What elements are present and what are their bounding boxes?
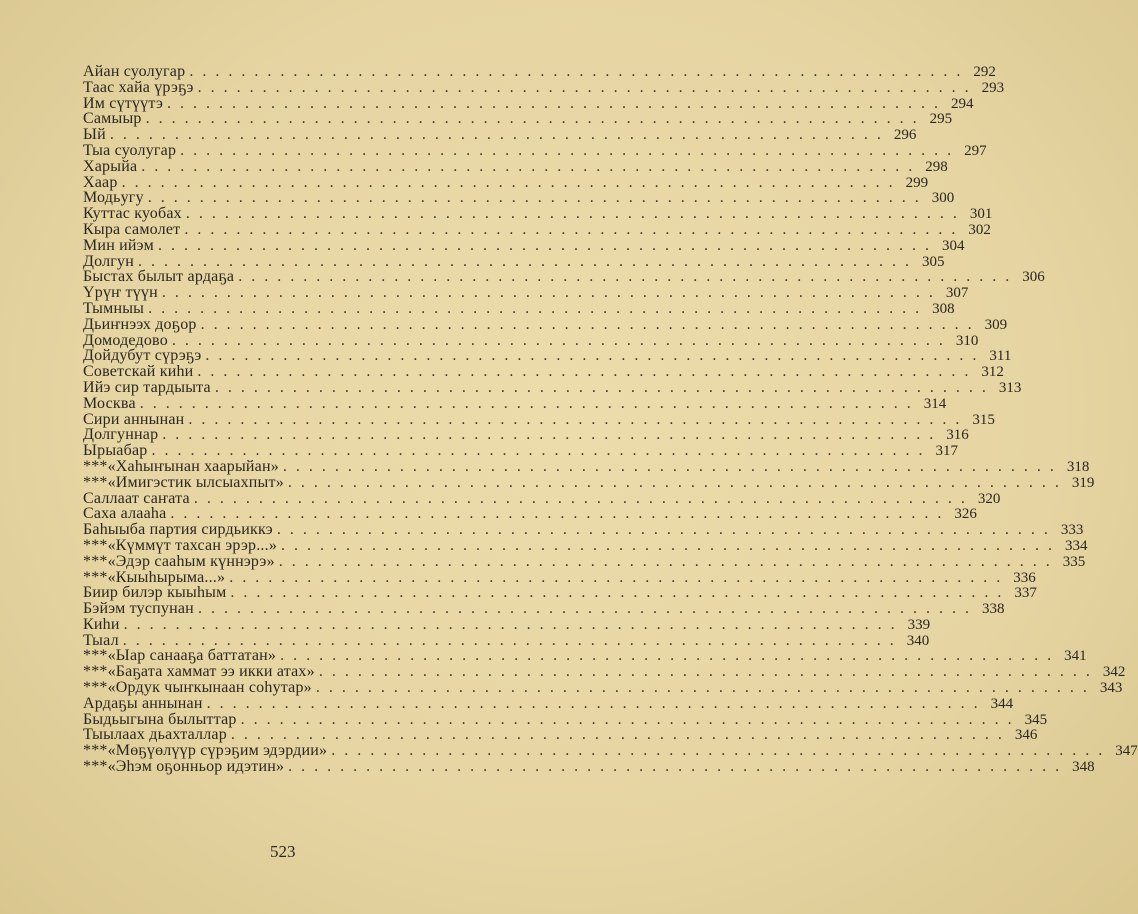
toc-entry-title: ***«Кыыһырыма...» xyxy=(83,568,226,586)
toc-entry-page: 326 xyxy=(954,506,977,523)
toc-entry-page: 297 xyxy=(964,142,987,159)
toc-entry-page: 300 xyxy=(931,190,955,207)
toc-entry-title: Ийэ сир тардыыта xyxy=(83,378,211,396)
toc-entry-page: 348 xyxy=(1072,759,1095,776)
leader-dots: ............................................................ xyxy=(229,568,1010,586)
toc-entry-title: Москва xyxy=(83,394,136,412)
leader-dots: ............................................................ xyxy=(157,236,938,254)
leader-dots: ............................................................ xyxy=(206,694,987,712)
toc-entry xyxy=(83,394,947,412)
toc-entry-page: 312 xyxy=(981,364,1004,381)
leader-dots: ............................................................ xyxy=(281,536,1062,554)
toc-entry-title: Киһи xyxy=(83,615,120,633)
leader-dots: ............................................................ xyxy=(123,615,904,633)
toc-entry-title: Советскай киһи xyxy=(83,363,194,381)
toc-entry-page: 308 xyxy=(932,300,955,317)
leader-dots: ............................................................ xyxy=(280,647,1061,665)
toc-entry xyxy=(83,584,1037,602)
toc-entry-title: ***«Ордук чыҥкынаан соһутар» xyxy=(83,679,312,697)
page-number: 523 xyxy=(270,842,296,861)
toc-entry-title: ***«Имигэстик ылсыахпыт» xyxy=(83,473,284,491)
leader-dots: ............................................................ xyxy=(184,220,965,238)
toc-entry-page: 307 xyxy=(945,285,969,302)
toc-entry xyxy=(83,568,1036,586)
toc-entry-title: Быдьыгына былыттар xyxy=(83,710,237,728)
toc-entry xyxy=(83,110,953,128)
toc-entry-page: 317 xyxy=(935,443,958,460)
leader-dots: ............................................................ xyxy=(278,552,1059,570)
toc-entry xyxy=(83,426,969,444)
toc-entry-page: 292 xyxy=(973,64,996,80)
leader-dots: ............................................................ xyxy=(197,363,978,381)
toc-entry xyxy=(83,758,1095,776)
toc-entry-title: Саллаат саҥата xyxy=(83,489,190,507)
toc-entry xyxy=(83,615,931,633)
toc-entry xyxy=(83,347,1012,365)
toc-entry-page: 294 xyxy=(951,95,974,112)
toc-entry xyxy=(83,63,996,80)
leader-dots: ............................................................ xyxy=(139,394,920,412)
toc-entry-title: Таас хайа үрэҕэ xyxy=(83,78,194,96)
toc-entry xyxy=(83,742,1138,760)
toc-entry-title: Ый xyxy=(83,126,106,144)
toc-entry-page: 342 xyxy=(1102,664,1126,681)
toc-entry xyxy=(83,268,1045,286)
leader-dots: ............................................................ xyxy=(200,315,981,333)
toc-entry-title: Бэйэм туспунан xyxy=(83,600,194,618)
toc-entry xyxy=(83,141,987,159)
toc-entry-title: Хаар xyxy=(83,173,118,191)
toc-entry-page: 344 xyxy=(990,695,1014,712)
toc-entry-title: Долгун xyxy=(83,252,135,270)
toc-entry-title: ***«Ыар санааҕа баттатан» xyxy=(83,647,277,665)
leader-dots: ............................................................ xyxy=(171,331,952,349)
toc-entry-title: Им сүтүүтэ xyxy=(83,94,164,112)
toc-entry-title: Ардаҕы аннынан xyxy=(83,694,203,712)
toc-entry xyxy=(83,331,979,349)
leader-dots: ............................................................ xyxy=(188,410,969,428)
leader-dots: ............................................................ xyxy=(193,489,974,507)
leader-dots: ............................................................ xyxy=(230,726,1011,744)
toc-entry-title: Долгуннар xyxy=(83,426,159,444)
toc-entry-title: Дойдубут сүрэҕэ xyxy=(83,347,202,365)
toc-entry-page: 293 xyxy=(981,79,1005,96)
toc-entry xyxy=(83,694,1014,712)
leader-dots: ............................................................ xyxy=(122,631,903,649)
toc-entry-page: 346 xyxy=(1014,727,1038,744)
toc-entry xyxy=(83,473,1095,491)
toc-entry-title: Үрүҥ түүн xyxy=(83,284,158,302)
toc-entry xyxy=(83,236,965,254)
toc-entry xyxy=(83,173,929,191)
toc-entry xyxy=(83,284,969,302)
toc-entry xyxy=(83,126,917,144)
leader-dots: ............................................................ xyxy=(141,157,922,175)
toc-entry-page: 298 xyxy=(925,158,948,175)
toc-entry xyxy=(83,489,1001,507)
leader-dots: ............................................................ xyxy=(230,584,1011,602)
toc-entry xyxy=(83,521,1084,539)
leader-dots: ............................................................ xyxy=(276,521,1057,539)
toc-entry-page: 336 xyxy=(1013,569,1036,586)
toc-entry-title: ***«Баҕата хаммат ээ икки атах» xyxy=(83,663,315,681)
leader-dots: ............................................................ xyxy=(197,78,978,96)
toc-entry xyxy=(83,299,955,317)
toc-entry-title: ***«Эдэр сааһым күннэрэ» xyxy=(83,552,275,570)
leader-dots: ............................................................ xyxy=(205,347,986,365)
leader-dots: ............................................................ xyxy=(170,505,951,523)
leader-dots: ............................................................ xyxy=(148,299,929,317)
toc-entry xyxy=(83,220,991,238)
toc-entry xyxy=(83,363,1004,381)
leader-dots: ............................................................ xyxy=(318,663,1099,681)
toc-entry-page: 347 xyxy=(1115,743,1138,760)
toc-entry xyxy=(83,552,1086,570)
toc-entry xyxy=(83,505,977,523)
leader-dots: ............................................................ xyxy=(161,284,942,302)
toc-entry-page: 338 xyxy=(981,601,1005,618)
toc-entry xyxy=(83,647,1087,665)
leader-dots: ............................................................ xyxy=(282,457,1063,475)
toc-entry-page: 337 xyxy=(1014,585,1037,602)
toc-entry-page: 306 xyxy=(1022,269,1045,286)
leader-dots: ............................................................ xyxy=(287,473,1068,491)
toc-entry-page: 343 xyxy=(1099,680,1123,697)
toc-entry-title: Кыра самолет xyxy=(83,220,181,238)
toc-entry-title: ***«Хаһыҥынан хаарыйан» xyxy=(83,457,279,475)
toc-entry-page: 296 xyxy=(893,127,917,144)
toc-entry-title: Сири аннынан xyxy=(83,410,185,428)
leader-dots: ............................................................ xyxy=(331,742,1112,760)
leader-dots: ............................................................ xyxy=(180,141,961,159)
leader-dots: ............................................................ xyxy=(189,63,970,80)
toc-entry-page: 341 xyxy=(1064,648,1087,665)
toc-entry-page: 314 xyxy=(923,395,947,412)
toc-entry-page: 310 xyxy=(955,332,979,349)
toc-entry-page: 340 xyxy=(906,632,930,649)
toc-entry-page: 304 xyxy=(941,237,965,254)
toc-entry xyxy=(83,442,958,460)
leader-dots: ............................................................ xyxy=(185,205,966,223)
toc-entry xyxy=(83,378,1022,396)
toc-entry-title: Модьугу xyxy=(83,189,144,207)
toc-entry-title: Ырыабар xyxy=(83,442,148,460)
toc-entry-page: 319 xyxy=(1071,474,1095,491)
toc-entry-page: 309 xyxy=(984,316,1008,333)
toc-entry-title: Баһыыба партия сирдьиккэ xyxy=(83,521,273,539)
leader-dots: ............................................................ xyxy=(167,94,948,112)
toc-entry-page: 313 xyxy=(998,379,1022,396)
toc-entry-title: Тымныы xyxy=(83,299,145,317)
toc-entry-title: Самыыр xyxy=(83,110,142,128)
table-of-contents xyxy=(83,63,1138,776)
toc-entry-title: Тыа суолугар xyxy=(83,141,177,159)
toc-entry-title: Быстах былыт ардаҕа xyxy=(83,268,235,286)
toc-entry-title: Тыал xyxy=(83,631,119,649)
toc-entry xyxy=(83,679,1123,697)
toc-entry-title: Мин ийэм xyxy=(83,236,154,254)
toc-entry-page: 301 xyxy=(969,206,993,223)
toc-entry xyxy=(83,536,1088,554)
toc-entry-page: 316 xyxy=(946,427,969,444)
toc-entry-title: Домодедово xyxy=(83,331,168,349)
toc-entry-title: Дьиҥнээх доҕор xyxy=(83,315,197,333)
toc-entry-page: 311 xyxy=(989,348,1012,365)
leader-dots: ............................................................ xyxy=(315,679,1096,697)
toc-entry-title: Айан суолугар xyxy=(83,63,186,80)
toc-entry-page: 315 xyxy=(972,411,995,428)
leader-dots: ............................................................ xyxy=(288,758,1069,776)
leader-dots: ............................................................ xyxy=(147,189,928,207)
leader-dots: ............................................................ xyxy=(240,710,1021,728)
toc-entry xyxy=(83,631,930,649)
toc-entry-title: Биир билэр кыыһым xyxy=(83,584,227,602)
toc-entry xyxy=(83,315,1008,333)
toc-entry xyxy=(83,189,955,207)
toc-entry-title: Куттас куобах xyxy=(83,205,182,223)
toc-entry xyxy=(83,157,948,175)
leader-dots: ............................................................ xyxy=(138,252,919,270)
toc-entry xyxy=(83,457,1090,475)
leader-dots: ............................................................ xyxy=(197,600,978,618)
toc-entry-page: 305 xyxy=(922,253,945,270)
leader-dots: ............................................................ xyxy=(121,173,902,191)
leader-dots: ............................................................ xyxy=(145,110,926,128)
toc-entry-page: 335 xyxy=(1062,553,1086,570)
toc-entry-page: 334 xyxy=(1065,537,1088,554)
toc-entry-page: 320 xyxy=(977,490,1001,507)
toc-entry-title: ***«Эһэм оҕонньор идэтин» xyxy=(83,758,285,776)
toc-entry-title: ***«Мөҕүөлүүр сүрэҕим эдэрдии» xyxy=(83,742,328,760)
leader-dots: ............................................................ xyxy=(238,268,1019,286)
toc-entry xyxy=(83,94,974,112)
toc-entry-page: 302 xyxy=(968,221,991,238)
toc-entry xyxy=(83,726,1038,744)
toc-entry-page: 333 xyxy=(1060,522,1084,539)
toc-entry-title: Харыйа xyxy=(83,157,138,175)
toc-entry xyxy=(83,600,1005,618)
toc-entry-page: 299 xyxy=(905,174,929,191)
leader-dots: ............................................................ xyxy=(162,426,943,444)
toc-entry-title: Саха алааһа xyxy=(83,505,167,523)
toc-entry xyxy=(83,252,945,270)
toc-entry xyxy=(83,663,1126,681)
toc-entry-title: Тыылаах дьахталлар xyxy=(83,726,227,744)
toc-entry xyxy=(83,410,995,428)
toc-entry-page: 318 xyxy=(1066,458,1090,475)
toc-entry xyxy=(83,78,1005,96)
toc-entry-page: 345 xyxy=(1024,711,1048,728)
toc-entry xyxy=(83,710,1048,728)
leader-dots: ............................................................ xyxy=(214,378,995,396)
toc-entry xyxy=(83,205,993,223)
leader-dots: ............................................................ xyxy=(151,442,932,460)
leader-dots: ............................................................ xyxy=(109,126,890,144)
toc-entry-page: 295 xyxy=(929,111,953,128)
toc-entry-title: ***«Күммүт тахсан эрэр...» xyxy=(83,536,278,554)
toc-entry-page: 339 xyxy=(907,616,931,633)
